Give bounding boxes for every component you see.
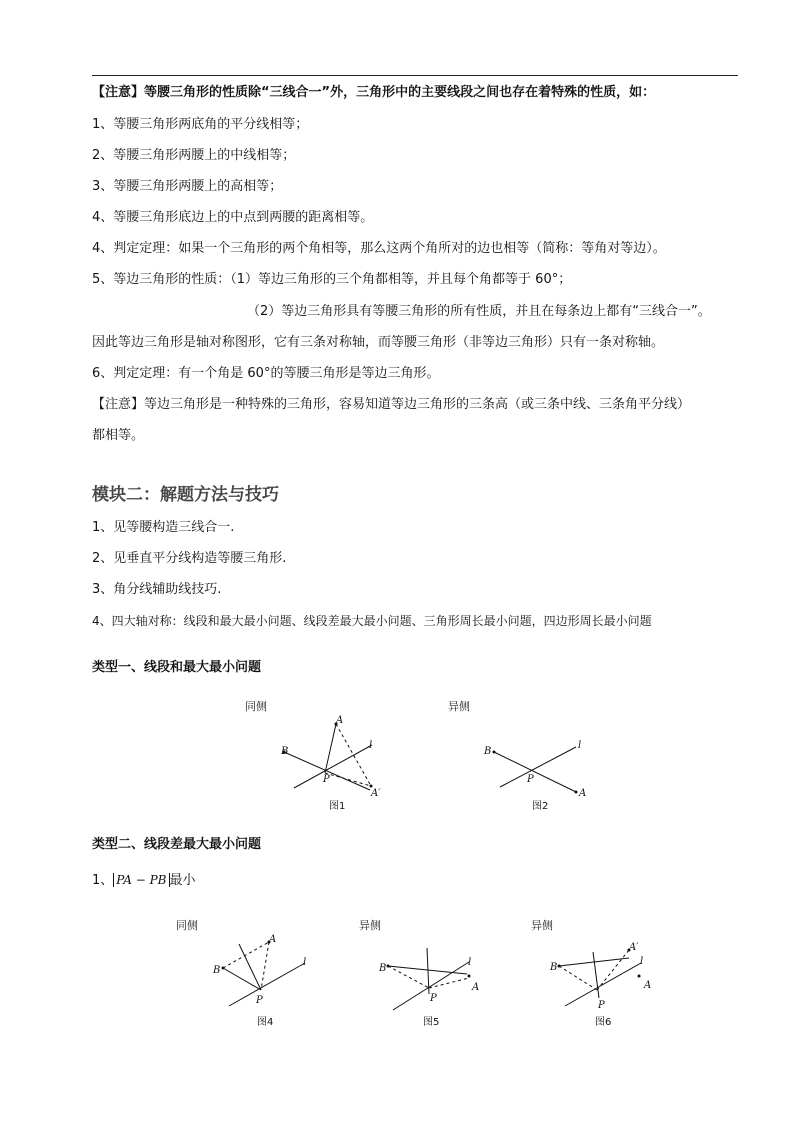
judgement-theorem-2: 6、判定定理：有一个角是 60°的等腰三角形是等边三角形。	[92, 366, 440, 381]
fig5-caption: 图5	[423, 1017, 440, 1028]
type-1-title: 类型一、线段和最大最小问题	[92, 660, 262, 675]
fig1-point-P: P	[323, 774, 330, 785]
fig4-caption: 图4	[257, 1017, 274, 1028]
fig5-point-B: B	[379, 963, 387, 974]
fig6-line-l: l	[640, 956, 644, 967]
figure-6	[545, 930, 675, 1040]
judgement-theorem-1: 4、判定定理：如果一个三角形的两个角相等，那么这两个角所对的边也相等（简称：等角对等边）。	[92, 241, 666, 256]
method-3: 3、角分线辅助线技巧.	[92, 582, 222, 597]
fig4-point-A: A	[269, 934, 277, 945]
fig5-line-l: l	[468, 957, 472, 968]
module-2-title: 模块二：解题方法与技巧	[92, 485, 279, 505]
type-2-item-prefix: 1、	[92, 873, 114, 888]
fig6-point-A: A	[644, 980, 652, 991]
fig4-point-P: P	[256, 995, 263, 1006]
property-4: 4、等腰三角形底边上的中点到两腰的距离相等。	[92, 210, 374, 225]
method-2: 2、见垂直平分线构造等腰三角形.	[92, 551, 287, 566]
method-4: 4、四大轴对称：线段和最大最小问题、线段差最大最小问题、三角形周长最小问题，四边形周长最小问题	[92, 614, 652, 628]
fig1-caption: 图1	[329, 801, 346, 812]
fig6-point-A-prime: A′	[629, 942, 639, 953]
fig1-line-l: l	[369, 740, 373, 751]
note-2-line-2: 都相等。	[92, 428, 145, 443]
fig6-point-B: B	[550, 962, 558, 973]
note-1: 【注意】等腰三角形的性质除“三线合一”外，三角形中的主要线段之间也存在着特殊的性质，如：	[92, 85, 656, 100]
fig5-point-A: A	[472, 982, 480, 993]
fig5-point-P: P	[430, 993, 437, 1004]
fig4-point-B: B	[213, 965, 221, 976]
fig2-caption: 图2	[532, 801, 549, 812]
type-2-item-suffix: 最小	[169, 873, 196, 888]
fig1-point-B: B	[281, 746, 289, 757]
equilateral-property-1: 5、等边三角形的性质：（1）等边三角形的三个角都相等，并且每个角都等于 60°；	[92, 272, 572, 287]
property-1: 1、等腰三角形两底角的平分线相等；	[92, 117, 309, 132]
property-2: 2、等腰三角形两腰上的中线相等；	[92, 148, 296, 163]
fig1-point-A: A	[336, 715, 344, 726]
fig2-point-P: P	[527, 774, 534, 785]
label-opposite-side-2: 异侧	[359, 919, 381, 932]
figure-5	[375, 930, 495, 1040]
method-1: 1、见等腰构造三线合一.	[92, 520, 235, 535]
label-same-side-1: 同侧	[245, 700, 267, 713]
figure-2	[478, 710, 608, 820]
fig6-point-P: P	[598, 1000, 605, 1011]
figure-4	[205, 930, 325, 1040]
symmetry-axes-text: 因此等边三角形是轴对称图形，它有三条对称轴，而等腰三角形（非等边三角形）只有一条对称轴。	[92, 335, 665, 350]
fig2-point-B: B	[484, 746, 492, 757]
equilateral-property-2: （2）等边三角形具有等腰三角形的所有性质，并且在每条边上都有“三线合一”。	[247, 304, 711, 319]
fig2-point-A: A	[579, 788, 587, 799]
abs-value-expression: PA − PB	[113, 873, 169, 887]
label-opposite-side-3: 异侧	[531, 919, 553, 932]
fig2-line-l: l	[578, 740, 582, 751]
header-rule	[92, 75, 738, 76]
type-2-item-1	[92, 872, 196, 890]
fig6-caption: 图6	[595, 1017, 612, 1028]
type-2-title: 类型二、线段差最大最小问题	[92, 837, 262, 852]
fig1-point-A-prime: A′	[371, 788, 381, 799]
property-3: 3、等腰三角形两腰上的高相等；	[92, 179, 283, 194]
figure-1	[275, 710, 405, 820]
note-2-line-1: 【注意】等边三角形是一种特殊的三角形，容易知道等边三角形的三条高（或三条中线、三条角平分线）	[92, 397, 691, 412]
label-opposite-side-1: 异侧	[448, 700, 470, 713]
fig4-line-l: l	[303, 957, 307, 968]
label-same-side-2: 同侧	[176, 919, 198, 932]
